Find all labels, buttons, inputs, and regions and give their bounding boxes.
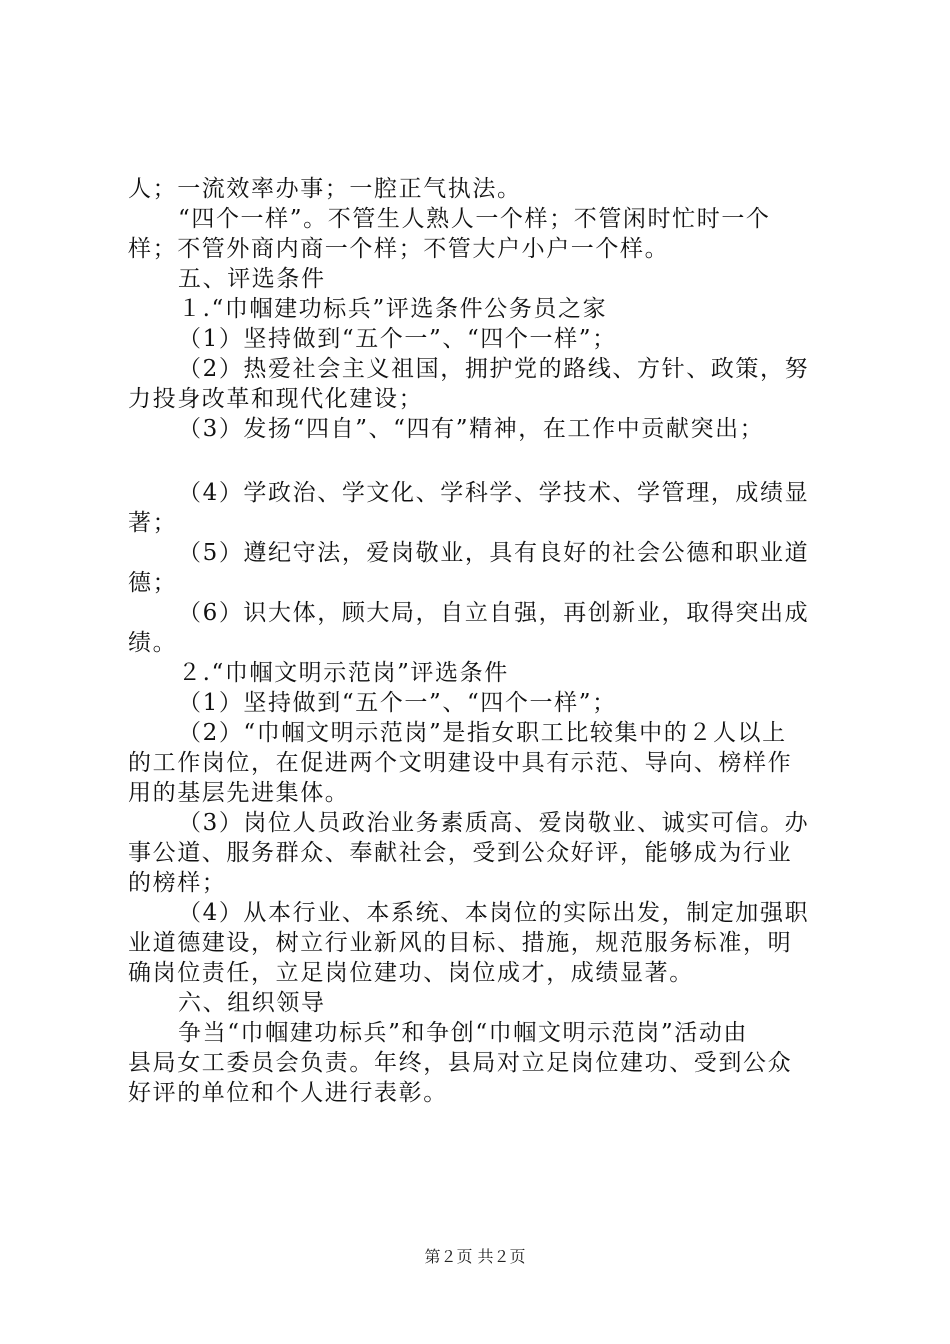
text-line: （5）遵纪守法，爱岗敬业，具有良好的社会公德和职业道 bbox=[178, 540, 810, 566]
text-line: （3）岗位人员政治业务素质高、爱岗敬业、诚实可信。办 bbox=[178, 810, 810, 836]
text-line: （6）识大体，顾大局，自立自强，再创新业，取得突出成 bbox=[178, 600, 810, 626]
text-line: （4）从本行业、本系统、本岗位的实际出发，制定加强职 bbox=[178, 900, 810, 926]
page-footer: 第２页 共２页 bbox=[424, 1247, 526, 1266]
text-line: “四个一样”。不管生人熟人一个样；不管闲时忙时一个 bbox=[178, 206, 771, 232]
text-line: 事公道、服务群众、奉献社会，受到公众好评，能够成为行业 bbox=[128, 840, 793, 866]
text-line: （3）发扬“四自”、“四有”精神，在工作中贡献突出； bbox=[178, 416, 765, 442]
document-body bbox=[128, 174, 830, 1108]
text-line: （1）坚持做到“五个一”、“四个一样”； bbox=[178, 326, 617, 352]
text-line: １.“巾帼建功标兵”评选条件公务员之家 bbox=[178, 296, 608, 322]
text-line: 的榜样； bbox=[128, 870, 227, 896]
text-line: 力投身改革和现代化建设； bbox=[128, 386, 424, 412]
text-line: ２.“巾帼文明示范岗”评选条件 bbox=[178, 660, 509, 686]
text-line: 人；一流效率办事；一腔正气执法。 bbox=[128, 176, 522, 202]
text-line: （2）“巾帼文明示范岗”是指女职工比较集中的２人以上 bbox=[178, 720, 787, 746]
text-line: （2）热爱社会主义祖国，拥护党的路线、方针、政策，努 bbox=[178, 356, 810, 382]
text-line: 用的基层先进集体。 bbox=[128, 780, 350, 806]
text-line: 六、组织领导 bbox=[178, 990, 326, 1016]
text-line: 五、评选条件 bbox=[178, 266, 326, 292]
text-line: 绩。 bbox=[128, 630, 178, 656]
text-line: （4）学政治、学文化、学科学、学技术、学管理，成绩显 bbox=[178, 480, 810, 506]
text-line: 的工作岗位，在促进两个文明建设中具有示范、导向、榜样作 bbox=[128, 750, 793, 776]
blank-line bbox=[128, 444, 830, 478]
text-line: 德； bbox=[128, 570, 178, 596]
text-line: 争当“巾帼建功标兵”和争创“巾帼文明示范岗”活动由 bbox=[178, 1020, 749, 1046]
text-line: （1）坚持做到“五个一”、“四个一样”； bbox=[178, 690, 617, 716]
text-line: 确岗位责任，立足岗位建功、岗位成才，成绩显著。 bbox=[128, 960, 694, 986]
text-line: 业道德建设，树立行业新风的目标、措施，规范服务标准，明 bbox=[128, 930, 793, 956]
text-line: 样；不管外商内商一个样；不管大户小户一个样。 bbox=[128, 236, 670, 262]
text-line: 著； bbox=[128, 510, 178, 536]
text-line: 好评的单位和个人进行表彰。 bbox=[128, 1080, 448, 1106]
text-line: 县局女工委员会负责。年终，县局对立足岗位建功、受到公众 bbox=[128, 1050, 793, 1076]
